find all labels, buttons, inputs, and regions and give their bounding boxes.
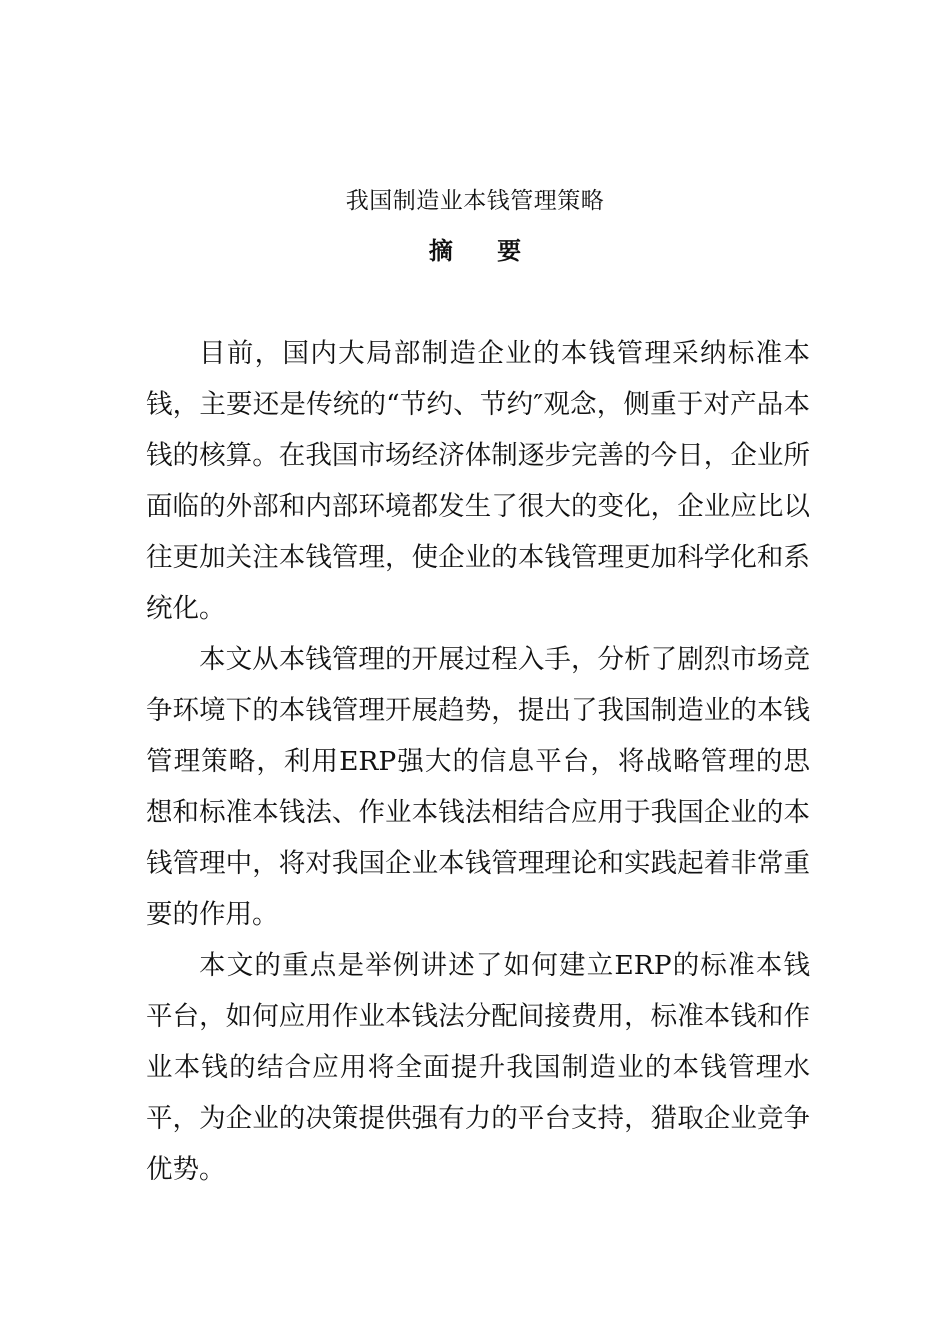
abstract-heading: 摘 要 bbox=[428, 237, 540, 265]
document-title: 我国制造业本钱管理策略 bbox=[345, 188, 605, 214]
abstract-paragraph-2: 本文从本钱管理的开展过程入手，分析了剧烈市场竞争环境下的本钱管理开展趋势，提出了我国制造业的本钱管理策略，利用ERP强大的信息平台，将战略管理的思想和标准本钱法、作业本钱法相结合应用于我国企业的本钱管理中，将对我国企业本钱管理理论和实践起着非常重要的作用。 bbox=[146, 644, 810, 930]
abstract-paragraph-1: 目前，国内大局部制造企业的本钱管理采纳标准本钱，主要还是传统的“节约、节约″观念，侧重于对产品本钱的核算。在我国市场经济体制逐步完善的今日，企业所面临的外部和内部环境都发生了很大的变化，企业应比以往更加关注本钱管理，使企业的本钱管理更加科学化和系统化。 bbox=[146, 338, 810, 624]
abstract-body bbox=[146, 328, 810, 1195]
abstract-paragraph-3: 本文的重点是举例讲述了如何建立ERP的标准本钱平台，如何应用作业本钱法分配间接费用，标准本钱和作业本钱的结合应用将全面提升我国制造业的本钱管理水平，为企业的决策提供强有力的平台支持，猎取企业竞争优势。 bbox=[146, 950, 810, 1185]
